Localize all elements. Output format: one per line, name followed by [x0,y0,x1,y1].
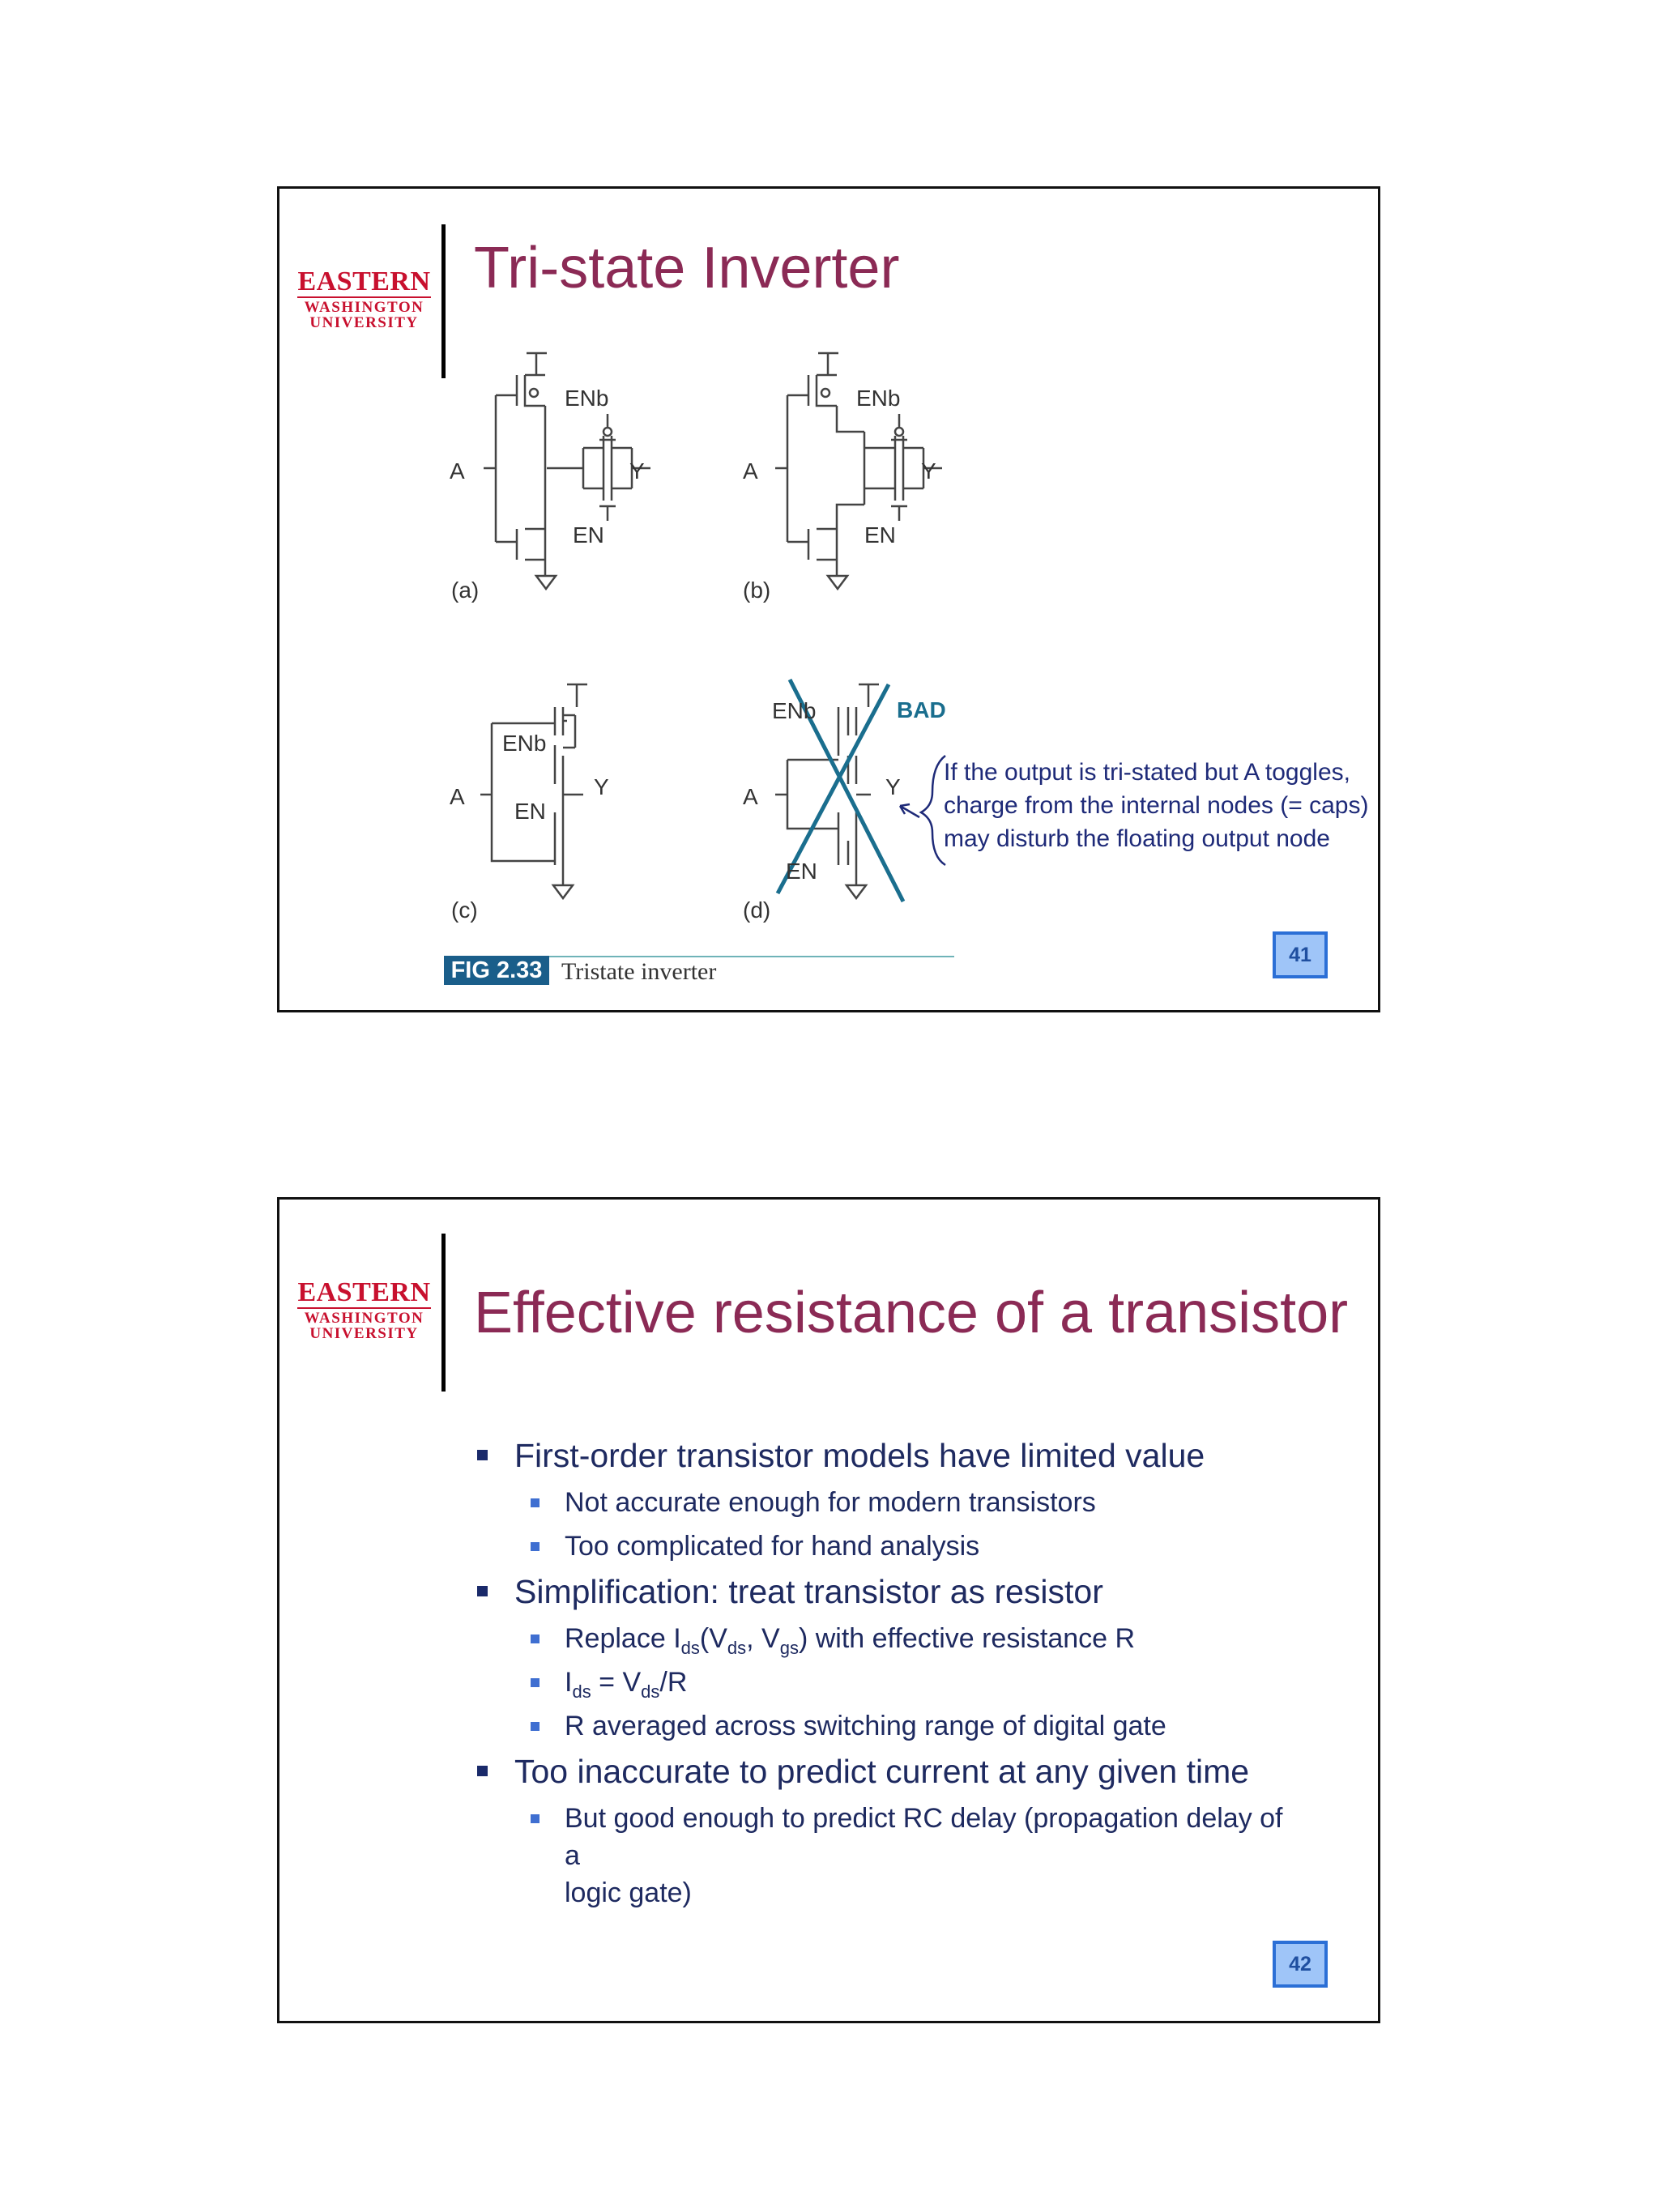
figure-caption-label: FIG 2.33 [444,956,549,985]
label-panel-c: (c) [451,897,478,923]
logo-washington: WASHINGTON [304,1310,424,1327]
label-Y-d: Y [885,774,901,799]
vds-sub: ds [641,1681,660,1702]
page-number-42: 42 [1273,1941,1328,1988]
label-A-b: A [743,458,758,484]
bullet-1-sub-1: Not accurate enough for modern transistors [514,1484,1284,1521]
label-ENb-a: ENb [565,386,609,411]
bullet-1-text: First-order transistor models have limited value [514,1437,1205,1474]
label-A-d: A [743,784,758,809]
label-panel-d: (d) [743,897,771,923]
bullet-3-sublist [514,1800,1284,1912]
label-Y-b: Y [921,458,936,484]
ids-end: /R [659,1667,688,1698]
label-EN-b: EN [864,522,896,548]
slide-title: Effective resistance of a transistor [474,1281,1349,1345]
bullet-1 [474,1434,1284,1565]
bullet-1-sublist [514,1484,1284,1565]
bullet-2-sublist [514,1620,1284,1745]
slide-42 [277,1197,1380,2023]
sub-ds-2: ds [727,1638,747,1658]
note-line-3: may disturb the floating output node [944,825,1330,852]
bullet-2 [474,1570,1284,1745]
bullet-3-text: Too inaccurate to predict current at any given time [514,1753,1250,1790]
label-EN-d: EN [786,859,817,884]
replace-pre: Replace I [565,1623,681,1654]
logo-university: UNIVERSITY [309,314,419,331]
label-panel-b: (b) [743,578,771,603]
label-EN-c: EN [514,799,546,824]
note-line-2: charge from the internal nodes (= caps) [944,792,1369,819]
tristate-note [944,756,1368,855]
replace-post: ) with effective resistance R [798,1623,1136,1654]
label-A-a: A [450,458,465,484]
logo-rule [297,1307,431,1309]
bullet-2-sub-3: R averaged across switching range of digital gate [514,1707,1284,1745]
bullet-list [474,1429,1284,1912]
university-logo [297,1279,431,1341]
ids-i: I [565,1667,573,1698]
bullet-1-sub-2: Too complicated for hand analysis [514,1528,1284,1565]
bad-label: BAD [897,697,946,722]
label-Y-c: Y [594,774,609,799]
bullet-3-sub-1 [514,1800,1284,1912]
ids-eq: = V [591,1667,642,1698]
comma-v: , V [746,1623,780,1654]
label-ENb-b: ENb [856,386,901,411]
figure-caption-text: Tristate inverter [561,958,717,985]
bullet-3-sub-1-line-1: But good enough to predict RC delay (propagation delay of a [565,1803,1283,1871]
logo-eastern: EASTERN [297,266,431,296]
note-line-1: If the output is tri-stated but A toggles, [944,759,1350,786]
label-ENb-c: ENb [502,731,547,756]
paren-open: (V [699,1623,727,1654]
tristate-inverter-figure [279,189,1383,1015]
bullet-2-sub-1 [514,1620,1284,1657]
bullet-2-sub-2 [514,1664,1284,1701]
logo-washington: WASHINGTON [304,299,424,316]
slide-title: Tri-state Inverter [474,236,900,300]
bullet-2-text: Simplification: treat transistor as resistor [514,1573,1103,1610]
label-Y-a: Y [629,458,645,484]
label-panel-a: (a) [451,578,480,603]
bullet-3 [474,1750,1284,1912]
label-ENb-d: ENb [772,698,817,723]
page-number-41: 41 [1273,931,1328,978]
sub-gs: gs [779,1638,799,1658]
sub-ds: ds [680,1638,700,1658]
label-EN-a: EN [573,522,604,548]
logo-eastern: EASTERN [297,1277,431,1307]
bullet-3-sub-1-line-2: logic gate) [565,1877,692,1908]
logo-university: UNIVERSITY [309,1325,419,1342]
ids-sub: ds [572,1681,591,1702]
title-divider [441,1234,446,1392]
slide-41 [277,186,1380,1012]
label-A-c: A [450,784,465,809]
